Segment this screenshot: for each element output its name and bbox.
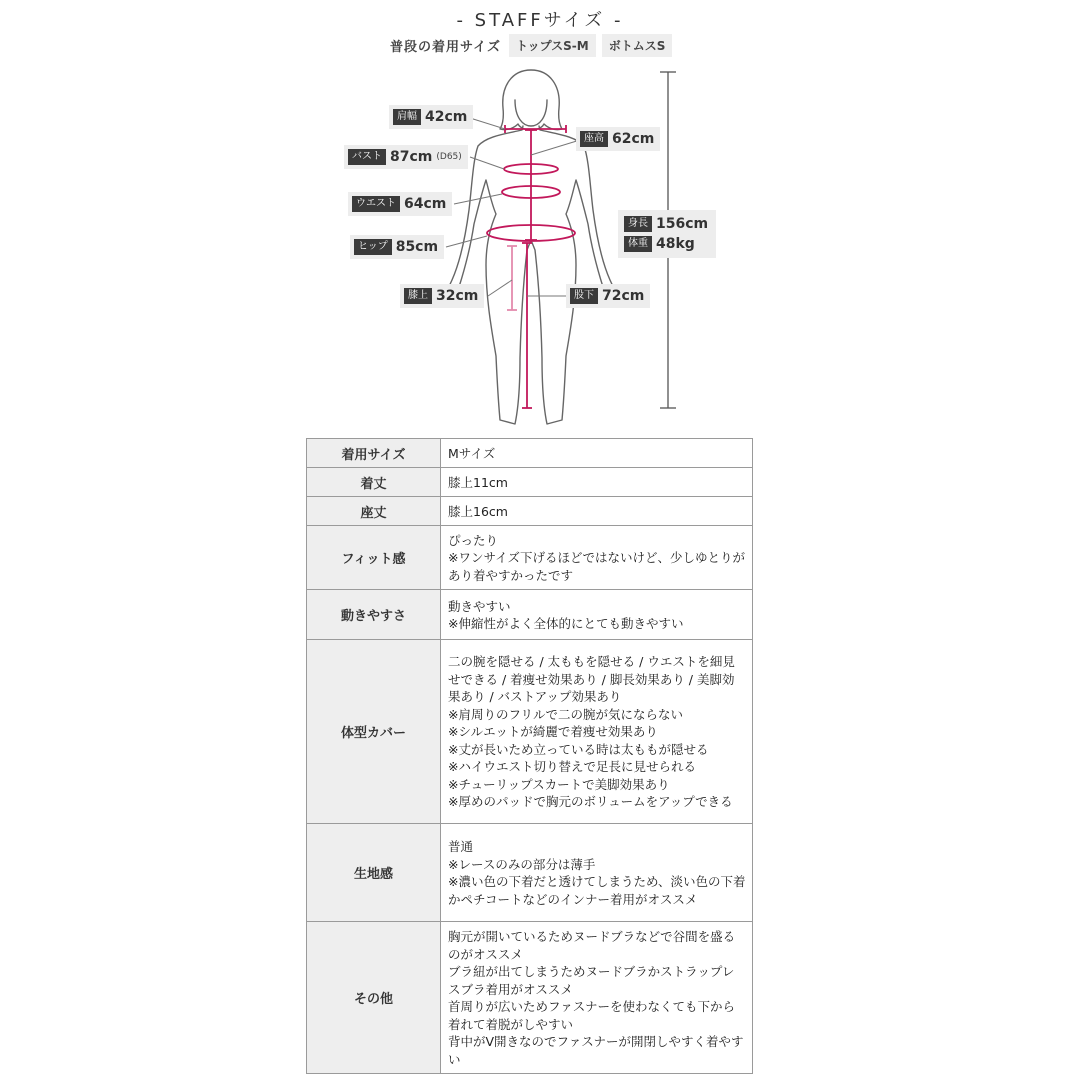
waist-label bbox=[348, 192, 452, 216]
row-label: 着用サイズ bbox=[307, 439, 441, 468]
fit-review-table bbox=[306, 438, 753, 1074]
hip-label bbox=[350, 235, 444, 259]
weight-value: 48kg bbox=[656, 236, 695, 252]
table-row bbox=[307, 590, 753, 640]
height-value: 156cm bbox=[656, 216, 709, 232]
row-label: 生地感 bbox=[307, 824, 441, 922]
row-value: 膝上11cm bbox=[441, 468, 753, 497]
weight-tag: 体重 bbox=[624, 236, 652, 252]
inseam-label bbox=[566, 284, 650, 308]
row-value: Mサイズ bbox=[441, 439, 753, 468]
bust-leader bbox=[470, 157, 504, 169]
row-label: 体型カバー bbox=[307, 640, 441, 824]
usual-size-label: 普段の着用サイズ bbox=[390, 40, 501, 55]
shoulder-label bbox=[389, 105, 473, 129]
above-knee-label bbox=[400, 284, 484, 308]
row-value: 膝上16cm bbox=[441, 497, 753, 526]
row-label: 座丈 bbox=[307, 497, 441, 526]
table-row bbox=[307, 497, 753, 526]
table-row bbox=[307, 824, 753, 922]
row-label: 動きやすさ bbox=[307, 590, 441, 640]
above-knee-tag: 膝上 bbox=[404, 288, 432, 304]
bust-value: 87cm bbox=[390, 149, 433, 165]
bottom-size-chip: ボトムスS bbox=[602, 34, 673, 57]
row-value: 胸元が開いているためヌードブラなどで谷間を盛るのがオススメ ブラ紐が出てしまうためヌードブラかストラップレスブラ着用がオススメ 首周りが広いためファスナーを使わなくても下から着れて着脱がしやすい 背中がV開きなのでファスナーが開閉しやすく着やすい bbox=[441, 922, 753, 1074]
body-left-outline bbox=[446, 126, 531, 424]
shoulder-leader bbox=[470, 118, 505, 129]
weight-row bbox=[624, 234, 710, 254]
waist-leader bbox=[454, 194, 502, 204]
face-outline bbox=[515, 100, 547, 126]
waist-value: 64cm bbox=[404, 196, 447, 212]
row-value: 動きやすい ※伸縮性がよく全体的にとても動きやすい bbox=[441, 590, 753, 640]
top-size-chip: トップスS-M bbox=[509, 34, 596, 57]
shoulder-value: 42cm bbox=[425, 109, 468, 125]
body-figure bbox=[0, 0, 1080, 440]
table-row bbox=[307, 468, 753, 497]
sitting-height-value: 62cm bbox=[612, 131, 655, 147]
sitting-leader bbox=[531, 140, 580, 155]
above-knee-leader bbox=[488, 280, 512, 296]
shoulder-tag: 肩幅 bbox=[393, 109, 421, 125]
sitting-height-tag: 座高 bbox=[580, 131, 608, 147]
sitting-height-label bbox=[576, 127, 660, 151]
row-value: 二の腕を隠せる / 太ももを隠せる / ウエストを細見せできる / 着痩せ効果あり / 脚長効果あり / 美脚効果あり / バストアップ効果あり ※肩周りのフリルで二の腕が気にならない ※シルエットが綺麗で着痩せ効果あり ※丈が長いため立っている時は太ももが隠せる ※ハイウエスト切り替えで足長に見せられる ※チューリップスカートで美脚効果あり ※厚めのパッドで胸元のボリュームをアップできる bbox=[441, 640, 753, 824]
hip-tag: ヒップ bbox=[354, 239, 392, 255]
inseam-value: 72cm bbox=[602, 288, 645, 304]
inseam-tag: 股下 bbox=[570, 288, 598, 304]
bust-tag: バスト bbox=[348, 149, 386, 165]
row-label: 着丈 bbox=[307, 468, 441, 497]
hair-outline bbox=[500, 70, 562, 130]
height-row bbox=[624, 214, 710, 234]
table-row bbox=[307, 526, 753, 590]
table-row bbox=[307, 439, 753, 468]
hip-leader bbox=[446, 236, 487, 247]
height-tag: 身長 bbox=[624, 216, 652, 232]
row-label: その他 bbox=[307, 922, 441, 1074]
table-row bbox=[307, 922, 753, 1074]
above-knee-value: 32cm bbox=[436, 288, 479, 304]
height-weight-box bbox=[618, 210, 716, 258]
bust-label bbox=[344, 145, 468, 169]
row-label: フィット感 bbox=[307, 526, 441, 590]
row-value: ぴったり ※ワンサイズ下げるほどではないけど、少しゆとりがあり着やすかったです bbox=[441, 526, 753, 590]
waist-tag: ウエスト bbox=[352, 196, 400, 212]
row-value: 普通 ※レースのみの部分は薄手 ※濃い色の下着だと透けてしまうため、淡い色の下着かペチコートなどのインナー着用がオススメ bbox=[441, 824, 753, 922]
body-right-outline bbox=[531, 126, 616, 424]
hip-value: 85cm bbox=[395, 239, 439, 255]
table-row bbox=[307, 640, 753, 824]
bust-note: (D65) bbox=[436, 152, 462, 162]
page-title: - STAFFサイズ - bbox=[456, 10, 624, 31]
